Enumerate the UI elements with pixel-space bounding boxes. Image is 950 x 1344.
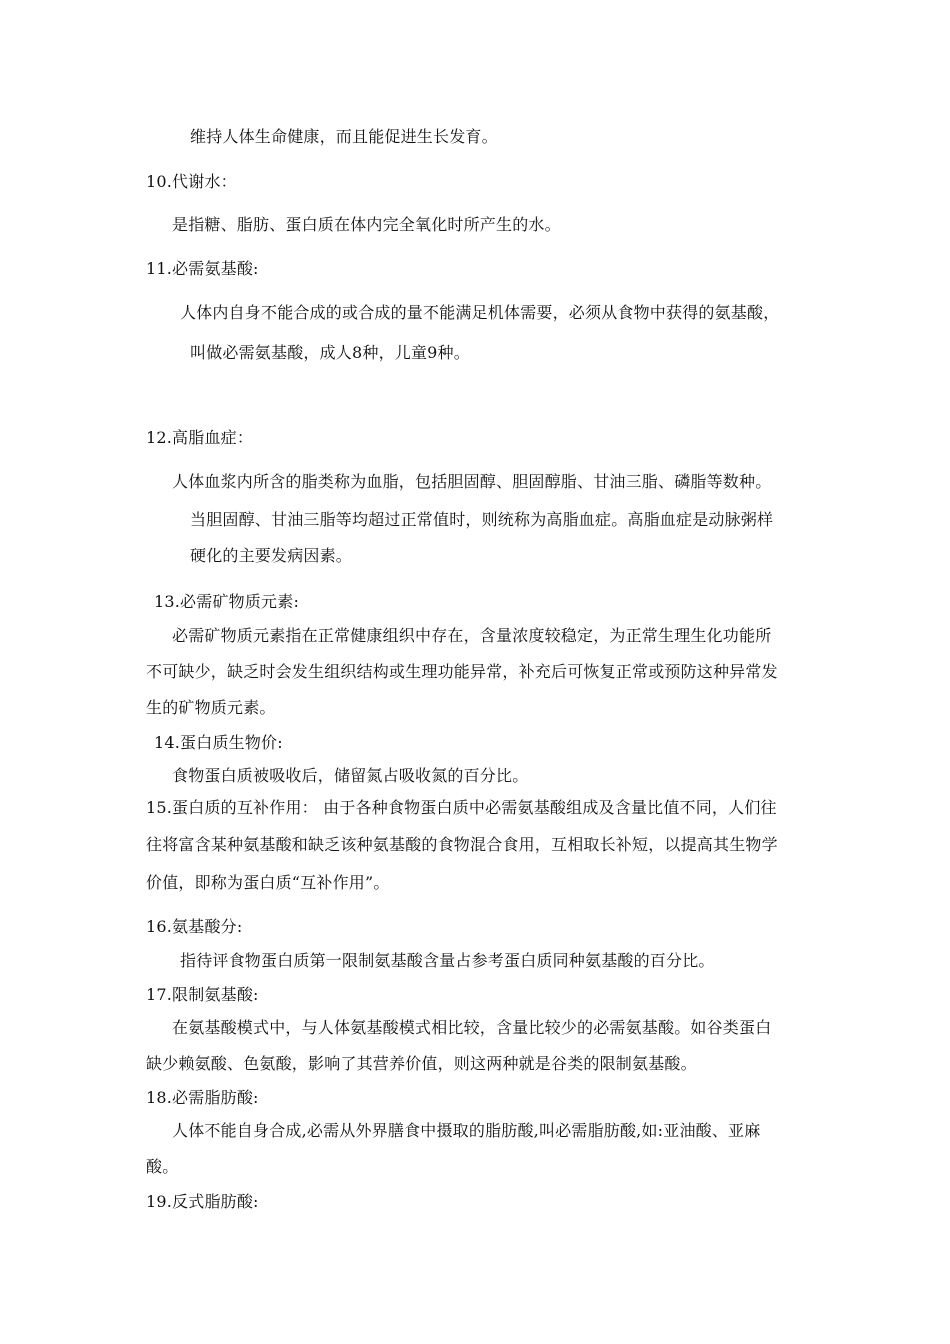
line-26: 人体不能自身合成,必需从外界膳食中摄取的脂肪酸,叫必需脂肪酸,如:亚油酸、亚麻 <box>172 1121 761 1140</box>
line-14: 生的矿物质元素。 <box>146 698 276 717</box>
line-21: 指待评食物蛋白质第一限制氨基酸含量占参考蛋白质同种氨基酸的百分比。 <box>180 951 715 970</box>
heading-11: 11.必需氨基酸: <box>146 259 259 278</box>
heading-16: 16.氨基酸分: <box>146 917 243 936</box>
line-27: 酸。 <box>146 1157 179 1176</box>
line-12: 必需矿物质元素指在正常健康组织中存在，含量浓度较稳定，为正常生理生化功能所 <box>172 626 772 645</box>
line-10: 硬化的主要发病因素。 <box>190 546 353 565</box>
line-18: 往将富含某种氨基酸和缺乏该种氨基酸的食物混合食用，互相取长补短，以提高其生物学 <box>146 835 778 854</box>
heading-17: 17.限制氨基酸: <box>146 985 259 1004</box>
line-24: 缺少赖氨酸、色氨酸，影响了其营养价值，则这两种就是谷类的限制氨基酸。 <box>146 1054 697 1073</box>
line-16: 食物蛋白质被吸收后，储留氮占吸收氮的百分比。 <box>172 766 529 785</box>
heading-18: 18.必需脂肪酸: <box>146 1088 259 1107</box>
line-1: 维持人体生命健康，而且能促进生长发育。 <box>190 127 498 146</box>
heading-19: 19.反式脂肪酸: <box>146 1192 259 1211</box>
line-6: 叫做必需氨基酸，成人8种，儿童9种。 <box>190 343 470 362</box>
line-23: 在氨基酸模式中，与人体氨基酸模式相比较，含量比较少的必需氨基酸。如谷类蛋白 <box>172 1018 772 1037</box>
heading-10: 10.代谢水： <box>146 172 237 191</box>
heading-12: 12.高脂血症： <box>146 428 254 447</box>
line-3: 是指糖、脂肪、蛋白质在体内完全氧化时所产生的水。 <box>172 215 561 234</box>
line-13: 不可缺少，缺乏时会发生组织结构或生理功能异常，补充后可恢复正常或预防这种异常发 <box>146 662 778 681</box>
heading-13: 13.必需矿物质元素: <box>154 592 300 611</box>
line-8: 人体血浆内所含的脂类称为血脂，包括胆固醇、胆固醇脂、甘油三脂、磷脂等数种。 <box>172 472 772 491</box>
line-9: 当胆固醇、甘油三脂等均超过正常值时，则统称为高脂血症。高脂血症是动脉粥样 <box>190 510 774 529</box>
heading-14: 14.蛋白质生物价: <box>154 733 283 752</box>
heading-15: 15.蛋白质的互补作用： 由于各种食物蛋白质中必需氨基酸组成及含量比值不同，人们往 <box>146 798 777 817</box>
line-5: 人体内自身不能合成的或合成的量不能满足机体需要，必须从食物中获得的氨基酸， <box>180 303 780 322</box>
line-19: 价值，即称为蛋白质“互补作用”。 <box>146 873 390 892</box>
